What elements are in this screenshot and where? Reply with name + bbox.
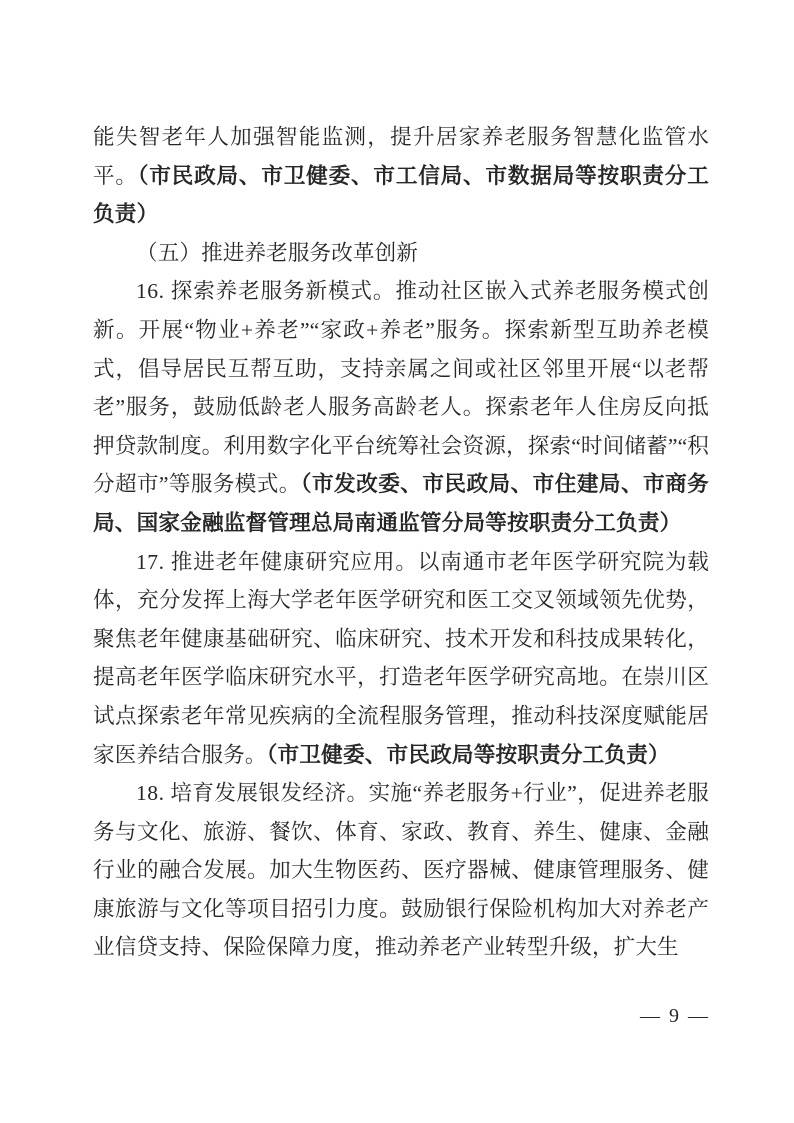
- numbered-item-18-text: 培育发展银发经济。实施“养老服务+行业”，促进养老服务与文化、旅游、餐饮、体育、家政、教育、养生、健康、金融行业的融合发展。加大生物医药、医疗器械、健康管理服务、健康旅游与文化等项目招引力度。鼓励银行保险机构加大对养老产业信贷支持、保险保障力度，推动养老产业转型升级，扩大生: [93, 781, 710, 960]
- numbered-item-17: [93, 543, 709, 775]
- section-heading-text: （五）推进养老服务改革创新: [136, 240, 419, 265]
- continuation-paragraph-agency: （市民政局、市卫健委、市工信局、市数据局等按职责分工负责）: [93, 163, 710, 227]
- numbered-item-17-number: 17.: [136, 549, 165, 574]
- numbered-item-18: [93, 774, 709, 967]
- numbered-item-16-text: 探索养老服务新模式。推动社区嵌入式养老服务模式创新。开展“物业+养老”“家政+养老”服务。探索新型互助养老模式，倡导居民互帮互助，支持亲属之间或社区邻里开展“以老帮老”服务，鼓励低龄老人服务高龄老人。探索老年人住房反向抵押贷款制度。利用数字化平台统筹社会资源，探索“时间储蓄”“积分超市”等服务模式。: [93, 279, 709, 497]
- section-heading: [93, 234, 709, 273]
- continuation-paragraph-text: 能失智老年人加强智能监测，提升居家养老服务智慧化监管水平。: [93, 125, 709, 188]
- numbered-item-16: [93, 272, 709, 542]
- document-text-column: [93, 118, 709, 967]
- continuation-paragraph: [93, 118, 709, 234]
- page-number: — 9 —: [640, 1005, 710, 1027]
- numbered-item-16-number: 16.: [136, 279, 165, 304]
- numbered-item-16-agency: （市发改委、市民政局、市住建局、市商务局、国家金融监督管理总局南通监管分局等按职责分工负责）: [93, 472, 709, 535]
- numbered-item-18-number: 18.: [136, 781, 165, 806]
- numbered-item-17-text: 推进老年健康研究应用。以南通市老年医学研究院为载体，充分发挥上海大学老年医学研究和医工交叉领域领先优势，聚焦老年健康基础研究、临床研究、技术开发和科技成果转化，提高老年医学临床研究水平，打造老年医学研究高地。在崇川区试点探索老年常见疾病的全流程服务管理，推动科技深度赋能居家医养结合服务。: [93, 549, 709, 767]
- numbered-item-17-agency: （市卫健委、市民政局等按职责分工负责）: [266, 742, 670, 767]
